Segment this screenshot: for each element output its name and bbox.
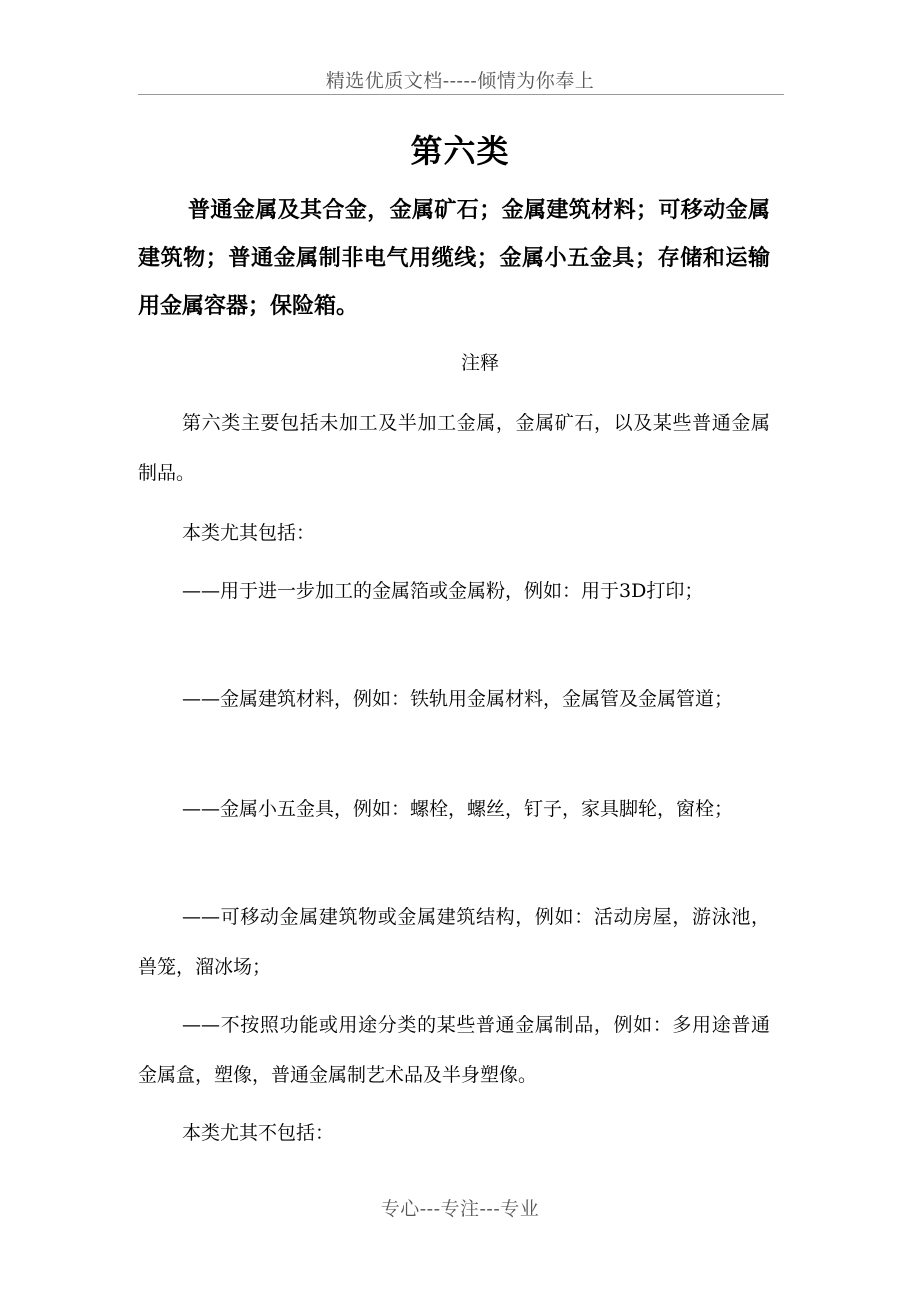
paragraph-excludes-heading: 本类尤其不包括： — [182, 1122, 335, 1144]
paragraph-includes-heading: 本类尤其包括： — [182, 522, 316, 544]
list-item-metal-articles: ——不按照功能或用途分类的某些普通金属制品，例如：多用途普通金属盒，塑像，普通金属制艺术品及半身塑像。 — [138, 1014, 770, 1086]
list-item-metal-foil: ——用于进一步加工的金属箔或金属粉，例如：用于3D打印； — [182, 580, 704, 602]
paragraph-intro: 第六类主要包括未加工及半加工金属，金属矿石，以及某些普通金属制品。 — [138, 412, 770, 484]
list-item-building-materials: ——金属建筑材料，例如：铁轨用金属材料，金属管及金属管道； — [182, 688, 734, 710]
class-title: 第六类 — [410, 132, 510, 170]
notes-title: 注释 — [460, 352, 499, 374]
class-heading-text: 普通金属及其合金，金属矿石；金属建筑材料；可移动金属建筑物；普通金属制非电气用缆线；金属小五金具；存储和运输用金属容器；保险箱。 — [138, 197, 770, 319]
page-header: 精选优质文档-----倾情为你奉上 — [325, 70, 595, 92]
page-footer: 专心---专注---专业 — [380, 1198, 540, 1220]
header-divider — [138, 94, 784, 95]
list-item-hardware: ——金属小五金具，例如：螺栓，螺丝，钉子，家具脚轮，窗栓； — [182, 798, 734, 820]
list-item-transportable-buildings: ——可移动金属建筑物或金属建筑结构，例如：活动房屋，游泳池，兽笼，溜冰场； — [138, 906, 770, 978]
